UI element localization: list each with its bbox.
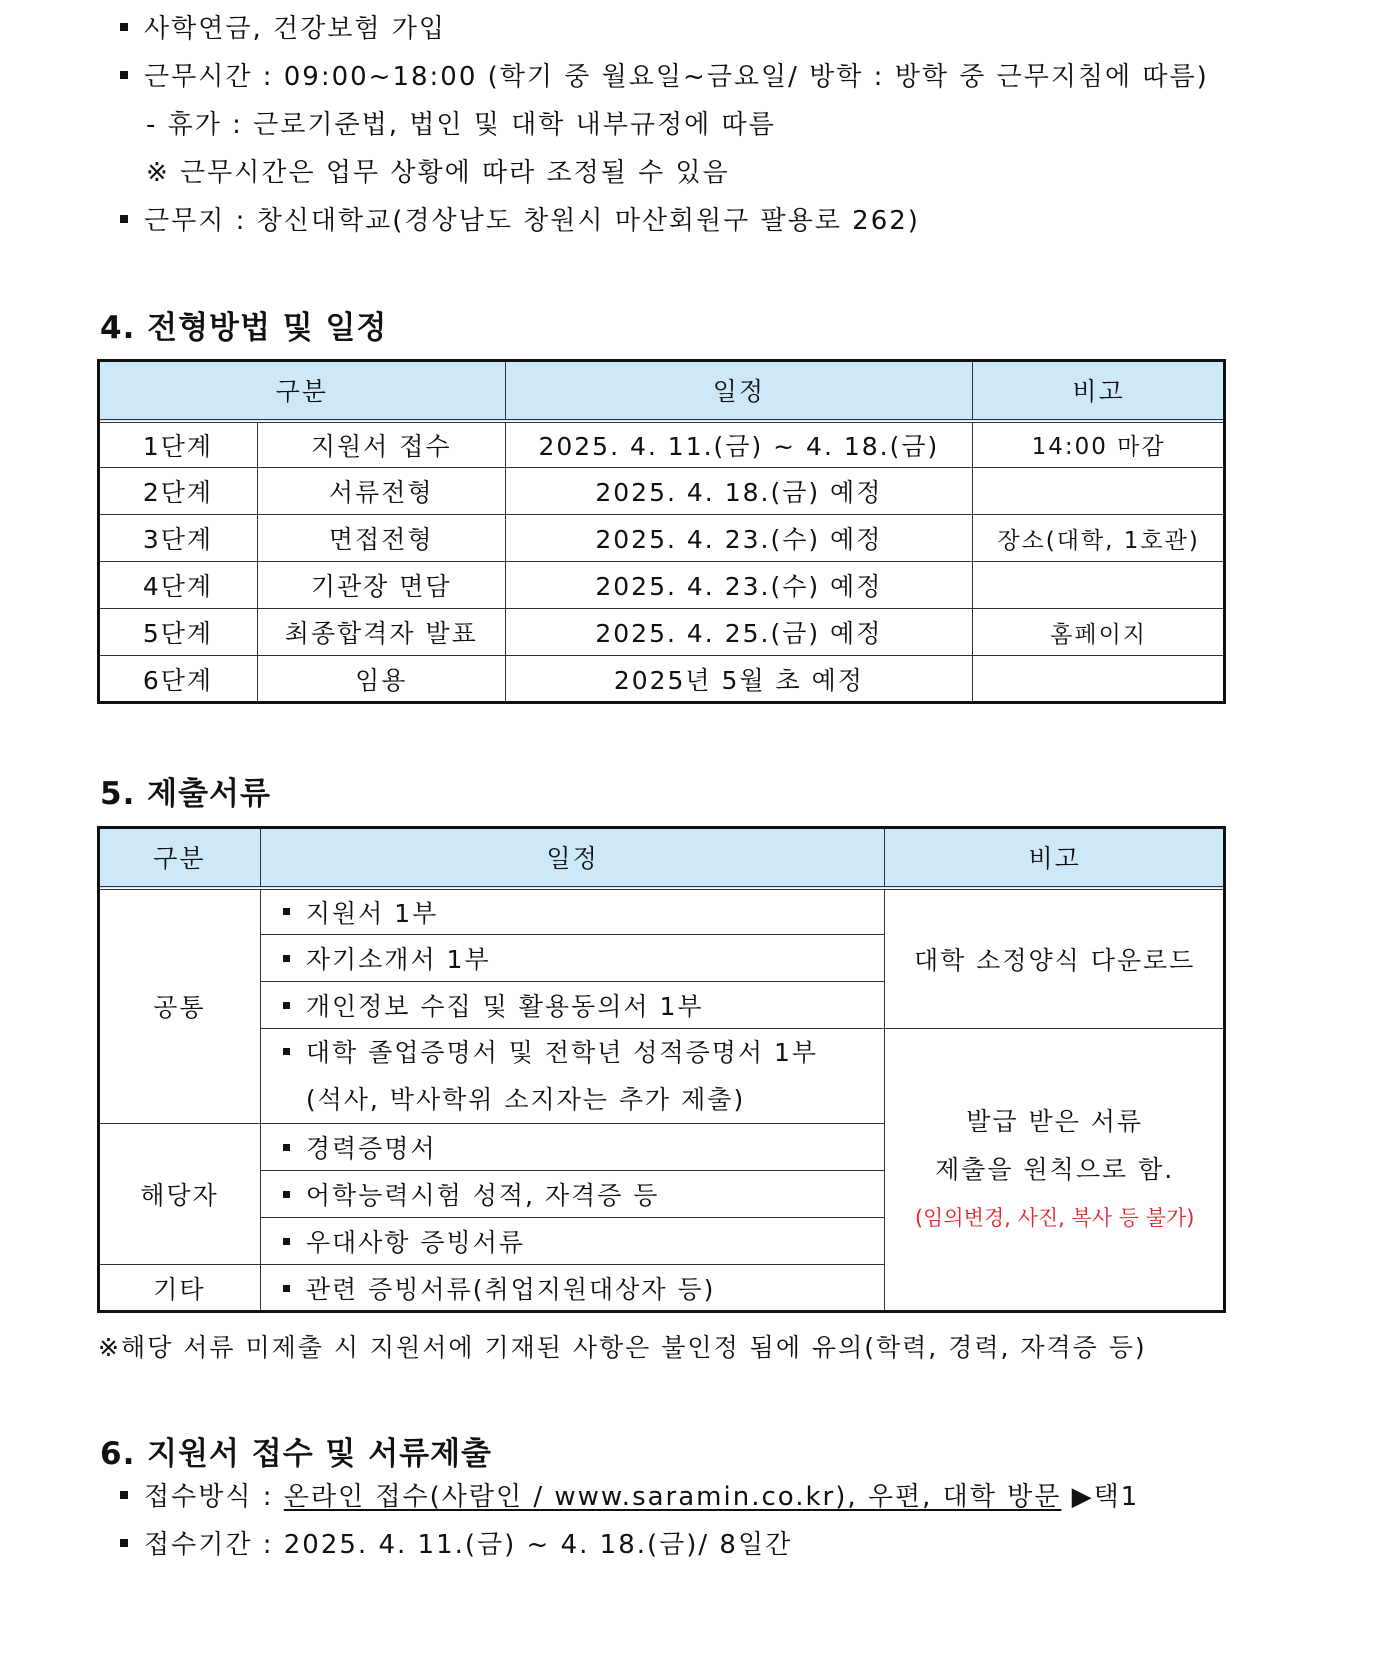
step-name-cell: 최종합격자 발표 [257,609,505,656]
issued-note-warning: (임의변경, 사진, 복사 등 불가) [914,1206,1195,1230]
pension-line: 사학연금, 건강보험 가입 [120,16,446,42]
bullet-icon [283,1144,290,1151]
remark-cell [973,562,1225,609]
bullet-icon [283,1285,290,1292]
schedule-header-row [99,361,1225,421]
method-value: 온라인 접수(사람인 / www.saramin.co.kr), 우편, 대학 방문 [283,1482,1062,1512]
bullet-icon [283,1002,290,1009]
table-row [99,1029,1225,1124]
document-item: 관련 증빙서류(취업지원대상자 등) [260,1265,884,1312]
bullet-icon [120,23,128,31]
date-cell: 2025. 4. 23.(수) 예정 [505,562,973,609]
stage-cell: 1단계 [99,421,258,468]
documents-header-row [99,828,1225,888]
document-item: 자기소개서 1부 [260,935,884,982]
group-common-cell: 공통 [99,888,261,1124]
document-item: 경력증명서 [260,1124,884,1171]
bullet-icon [283,1238,290,1245]
issued-note-line1: 발급 받은 서류 [966,1107,1144,1136]
document-item: 개인정보 수집 및 활용동의서 1부 [260,982,884,1029]
header-remarks: 비고 [885,828,1225,888]
method-suffix: ▶택1 [1061,1482,1140,1512]
document-item: 우대사항 증빙서류 [260,1218,884,1265]
method-line: 접수방식 : 온라인 접수(사람인 / www.saramin.co.kr), 우편, 대학 방문 ▶택1 [120,1484,1139,1510]
bullet-icon [120,1491,128,1499]
date-cell: 2025. 4. 23.(수) 예정 [505,515,973,562]
issued-note-cell [885,1029,1225,1312]
documents-footnote: ※해당 서류 미제출 시 지원서에 기재된 사항은 불인정 됨에 유의(학력, 경력, 자격증 등) [98,1333,1147,1362]
table-row [99,515,1225,562]
bullet-icon [283,1048,290,1055]
group-applicable-cell: 해당자 [99,1124,261,1265]
date-cell: 2025. 4. 25.(금) 예정 [505,609,973,656]
stage-cell: 2단계 [99,468,258,515]
document-item: 지원서 1부 [260,888,884,935]
schedule-table [98,360,1225,703]
step-name-cell: 서류전형 [257,468,505,515]
issued-note-line2: 제출을 원칙으로 함. [935,1155,1175,1184]
download-note-cell: 대학 소정양식 다운로드 [885,888,1225,1029]
date-cell: 2025. 4. 11.(금) ~ 4. 18.(금) [505,421,973,468]
remark-cell: 장소(대학, 1호관) [973,515,1225,562]
period-line: 접수기간 : 2025. 4. 11.(금) ~ 4. 18.(금)/ 8일간 [120,1532,792,1558]
header-category: 구분 [99,828,261,888]
hours-line: 근무시간 : 09:00~18:00 (학기 중 월요일~금요일/ 방학 : 방학 중 근무지침에 따름) [120,64,1209,90]
date-cell: 2025. 4. 18.(금) 예정 [505,468,973,515]
documents-table [98,827,1225,1312]
header-schedule: 일정 [505,361,973,421]
table-row [99,421,1225,468]
bullet-icon [120,71,128,79]
stage-cell: 6단계 [99,656,258,703]
table-row [99,888,1225,935]
bullet-icon [283,955,290,962]
table-row [99,656,1225,703]
stage-cell: 3단계 [99,515,258,562]
section4-title: 4. 전형방법 및 일정 [100,310,388,346]
table-row [99,562,1225,609]
date-cell: 2025년 5월 초 예정 [505,656,973,703]
header-category: 구분 [99,361,506,421]
stage-cell: 4단계 [99,562,258,609]
step-name-cell: 면접전형 [257,515,505,562]
leave-line: - 휴가 : 근로기준법, 법인 및 대학 내부규정에 따름 [146,110,776,140]
document-item: 대학 졸업증명서 및 전학년 성적증명서 1부 (석사, 박사학위 소지자는 추가 제출) [260,1029,884,1124]
bullet-icon [120,1539,128,1547]
hours-note-line: ※ 근무시간은 업무 상황에 따라 조정될 수 있음 [146,158,730,188]
location-line: 근무지 : 창신대학교(경상남도 창원시 마산회원구 팔용로 262) [120,208,920,234]
step-name-cell: 임용 [257,656,505,703]
remark-cell: 14:00 마감 [973,421,1225,468]
section5-title: 5. 제출서류 [100,776,271,812]
remark-cell [973,656,1225,703]
document-item-subnote: (석사, 박사학위 소지자는 추가 제출) [305,1085,746,1114]
bullet-icon [283,908,290,915]
stage-cell: 5단계 [99,609,258,656]
group-other-cell: 기타 [99,1265,261,1312]
step-name-cell: 기관장 면담 [257,562,505,609]
step-name-cell: 지원서 접수 [257,421,505,468]
header-schedule: 일정 [260,828,884,888]
header-remarks: 비고 [973,361,1225,421]
document-item: 어학능력시험 성적, 자격증 등 [260,1171,884,1218]
table-row [99,468,1225,515]
remark-cell: 홈페이지 [973,609,1225,656]
bullet-icon [120,215,128,223]
remark-cell [973,468,1225,515]
bullet-icon [283,1191,290,1198]
section6-title: 6. 지원서 접수 및 서류제출 [100,1436,492,1472]
table-row [99,609,1225,656]
